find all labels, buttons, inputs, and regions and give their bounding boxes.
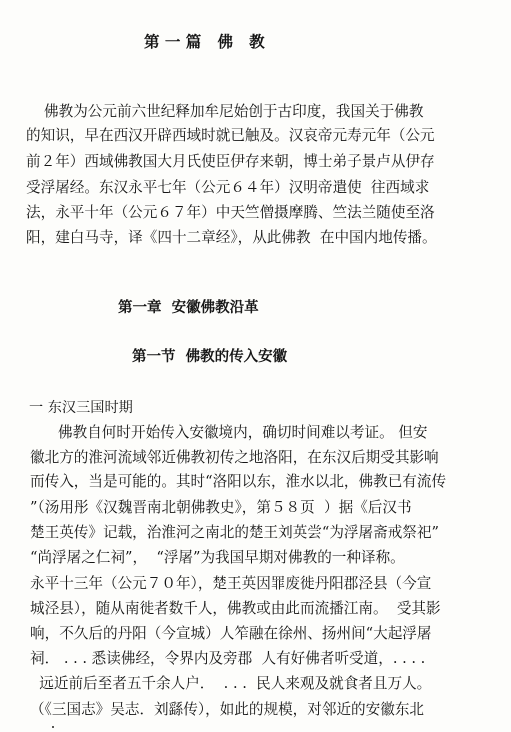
intro-line: 阳，建白马寺，译《四十二章经》，从此佛教 在中国内地传播。 [26, 229, 437, 246]
body-line: 徽北方的淮河流域邻近佛教初传之地洛阳，在东汉后期受其影响 [30, 449, 439, 466]
body-line: 佛教自何时开始传入安徽境内，确切时间难以考证。 但安 [58, 424, 428, 441]
subsection-title: 一 东汉三国时期 [29, 400, 133, 416]
intro-line: 佛教为公元前六世纪释加牟尼始创于古印度，我国关于佛教 [44, 103, 424, 120]
body-line: （《三国志》吴志．刘繇传），如此的规模，对邻近的安徽东北 [30, 701, 425, 718]
chapter-title: 第一章 安徽佛教沿革 [118, 299, 259, 316]
body-line: 祠． . . . 悉读佛经，令界内及旁郡 人有好佛者听受道，. . . . [30, 650, 426, 667]
body-line: 城泾县），随从南徙者数千人，佛教或由此而流播江南。 受其影 [30, 600, 441, 617]
part-title: 第 一 篇 佛 教 [144, 32, 265, 51]
body-line: 楚王英传》记载，治淮河之南北的楚王刘英尝“为浮屠斋戒祭祀” [30, 524, 439, 541]
body-line: 响，不久后的丹阳（今宣城）人笮融在徐州、扬州间“大起浮屠 [30, 625, 432, 642]
intro-line: 前２年）西域佛教国大月氏使臣伊存来朝，博士弟子景卢从伊存 [26, 153, 435, 170]
body-line: 而传入，当是可能的。其时“洛阳以东，淮水以北，佛教已有流传 [30, 473, 447, 490]
scan-speck [52, 726, 54, 728]
body-line: “尚浮屠之仁祠”， “浮屠”为我国早期对佛教的一种译称。 [30, 549, 405, 566]
intro-line: 的知识，早在西汉开辟西域时就已触及。汉哀帝元寿元年（公元 [26, 127, 435, 144]
intro-line: 法，永平十年（公元６７年）中天竺僧摄摩腾、竺法兰随使至洛 [26, 204, 435, 221]
body-line: ”（汤用彤《汉魏晋南北朝佛教史》，第５８页 ）据《后汉书 [30, 499, 412, 516]
section-title: 第一节 佛教的传入安徽 [132, 348, 288, 365]
body-line: 永平十三年（公元７０年），楚王英因罪废徙丹阳郡泾县（今宣 [30, 575, 432, 592]
body-line: 远近前后至者五千余人户． . . . 民人来观及就食者且万人。 [30, 675, 432, 692]
intro-line: 受浮屠经。东汉永平七年（公元６４年）汉明帝遣使 往西域求 [26, 179, 430, 196]
